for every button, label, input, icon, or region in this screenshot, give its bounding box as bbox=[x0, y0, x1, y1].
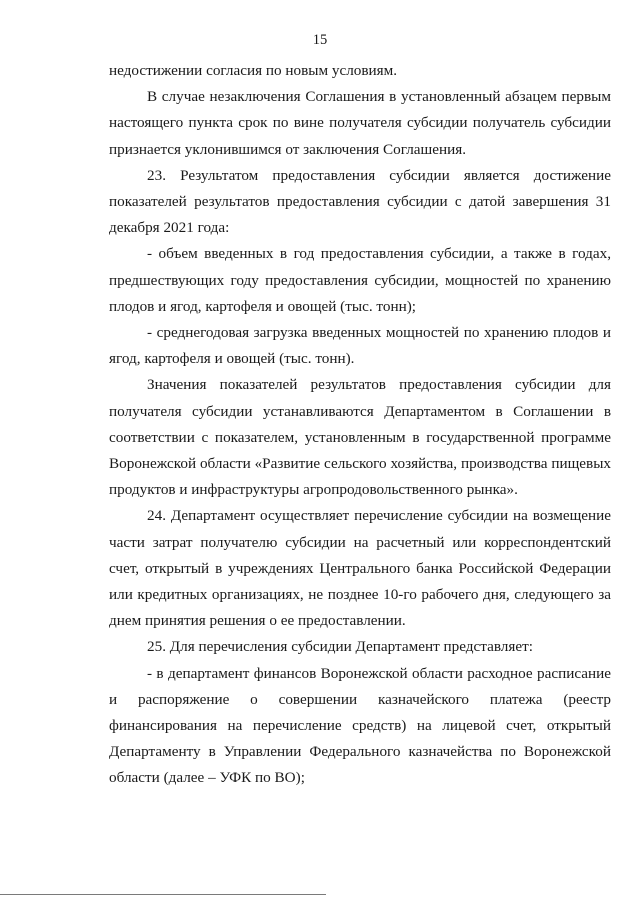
paragraph-indicator-values: Значения показателей результатов предоставления субсидии для получателя субсидии устанавливаются Департаментом в Соглашении в соответствии с показателем, установленным в государственной программе Воронежской области «Развитие сельского хозяйства, производства пищевых продуктов и инфраструктуры агропродовольственного рынка». bbox=[109, 376, 611, 499]
page-number: 15 bbox=[312, 32, 328, 48]
paragraph-continuation: недостижении согласия по новым условиям. bbox=[109, 62, 398, 79]
paragraph-clause-24: 24. Департамент осуществляет перечисление субсидии на возмещение части затрат получателю субсидии на расчетный или корреспондентский счет, открытый в учреждениях Центрального банка Российской Федерации или кредитных организациях, не позднее 10-го рабочего дня, следующего за днем принятия решения о ее предоставлении. bbox=[109, 507, 611, 630]
document-body bbox=[109, 58, 611, 792]
paragraph-clause-25: 25. Для перечисления субсидии Департамент представляет: bbox=[147, 638, 533, 656]
list-item-finance-department: - в департамент финансов Воронежской области расходное расписание и распоряжение о совершении казначейского платежа (реестр финансирования на перечисление средств) на лицевой счет, открытый Департаменту в Управлении Федерального казначейства по Воронежской области (далее – УФК по ВО); bbox=[109, 664, 611, 787]
paragraph-clause-23: 23. Результатом предоставления субсидии является достижение показателей результатов предоставления субсидии с датой завершения 31 декабря 2021 года: bbox=[109, 166, 611, 237]
list-item-capacity-volume: - объем введенных в год предоставления субсидии, а также в годах, предшествующих году предоставления субсидии, мощностей по хранению плодов и ягод, картофеля и овощей (тыс. тонн); bbox=[109, 245, 611, 315]
list-item-average-load: - среднегодовая загрузка введенных мощностей по хранению плодов и ягод, картофеля и овощей (тыс. тонн). bbox=[109, 324, 611, 368]
footer-divider bbox=[0, 894, 326, 895]
paragraph-non-conclusion: В случае незаключения Соглашения в установленный абзацем первым настоящего пункта срок по вине получателя субсидии получатель субсидии признается уклонившимся от заключения Соглашения. bbox=[109, 88, 611, 158]
